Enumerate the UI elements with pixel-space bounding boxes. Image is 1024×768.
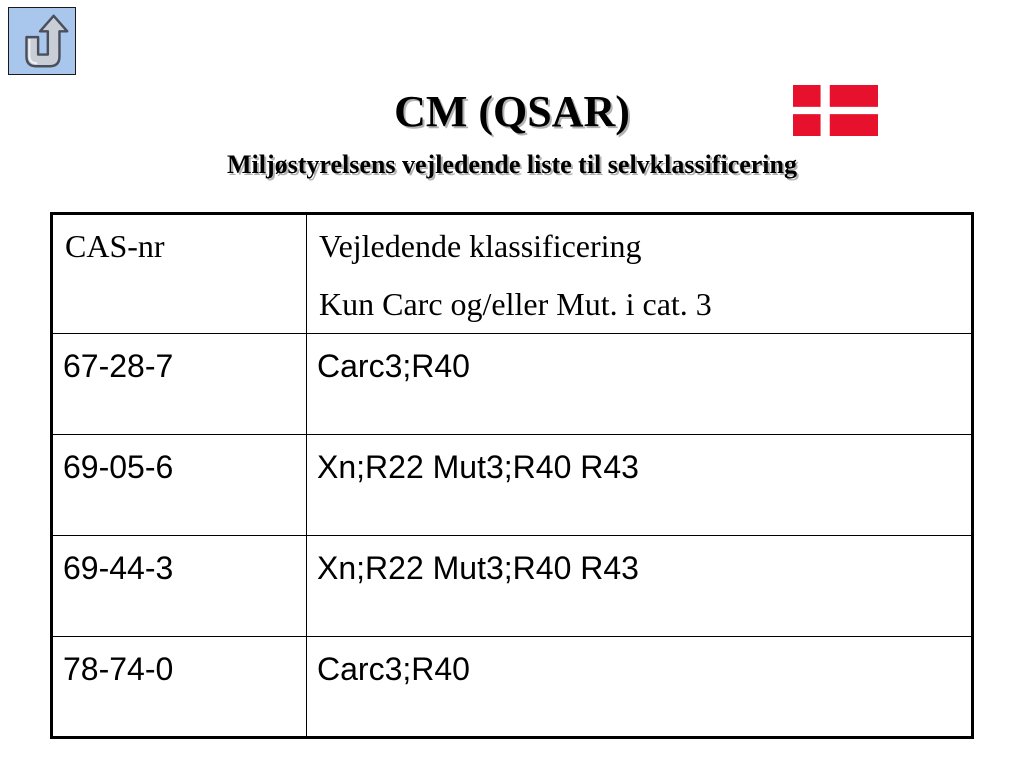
page-subtitle: Miljøstyrelsens vejledende liste til selvklassificering [227,150,797,179]
table-header-row [52,214,973,334]
table-row [52,536,973,637]
classification-cell: Carc3;R40 [307,334,973,435]
classification-cell: Xn;R22 Mut3;R40 R43 [307,435,973,536]
return-arrow-icon [9,8,75,74]
header-cas [52,214,307,334]
header-classification [307,214,973,334]
page-title: CM (QSAR) [394,87,630,136]
header-cas-label: CAS-nr [65,228,165,264]
cas-cell: 69-44-3 [52,536,307,637]
table-row [52,334,973,435]
classification-cell: Xn;R22 Mut3;R40 R43 [307,536,973,637]
back-button[interactable] [8,7,76,75]
table-row [52,637,973,738]
cas-cell: 69-05-6 [52,435,307,536]
header-classification-line1: Vejledende klassificering [319,228,642,264]
classification-cell: Carc3;R40 [307,637,973,738]
cas-cell: 67-28-7 [52,334,307,435]
classification-table [50,212,974,739]
cas-cell: 78-74-0 [52,637,307,738]
header-classification-line2: Kun Carc og/eller Mut. i cat. 3 [319,286,712,322]
table-row [52,435,973,536]
danish-flag-icon [793,85,878,136]
